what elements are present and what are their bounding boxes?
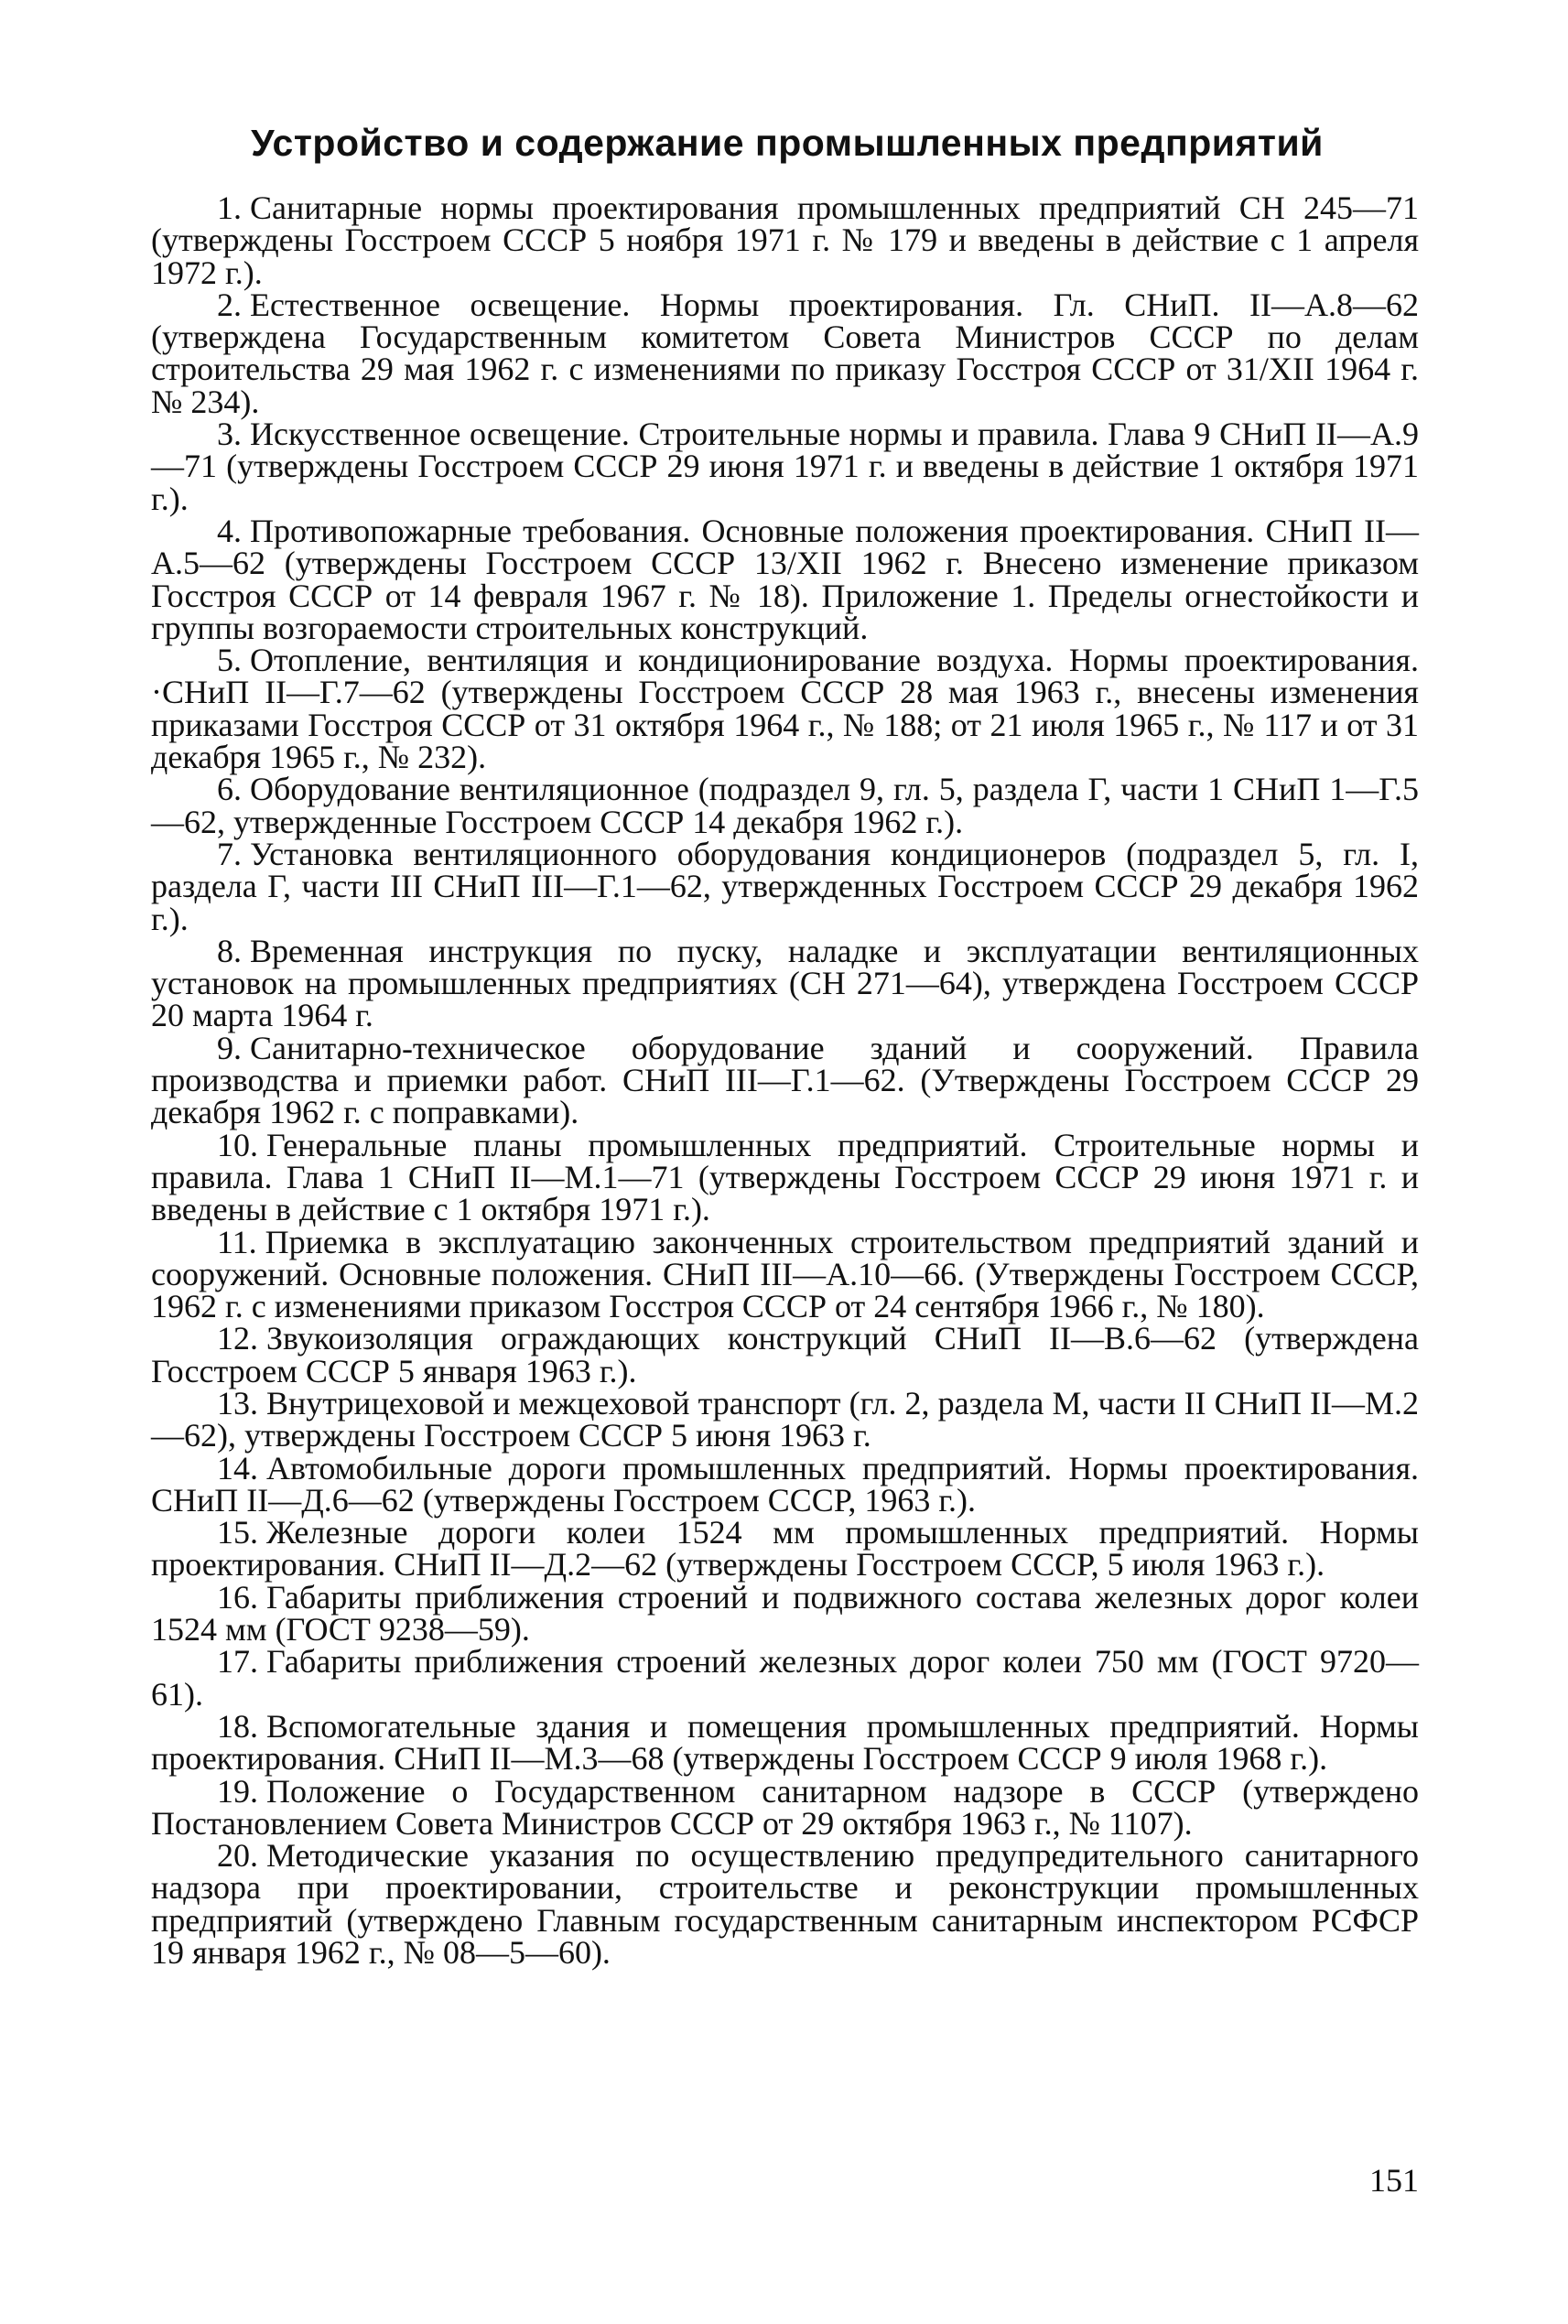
- item-text: Установка вентиляционного оборудования кондиционеров (подраздел 5, гл. I, раздела Г, части III СНиП III—Г.1—62, утвержденных Госстроем СССР 29 декабря 1962 г.).: [151, 835, 1419, 937]
- item-text: Автомобильные дороги промышленных предприятий. Нормы проектирования. СНиП II—Д.6—62 (утверждены Госстроем СССР, 1963 г.).: [151, 1449, 1419, 1519]
- page-number: 151: [1369, 2162, 1419, 2199]
- item-text: Санитарно-техническое оборудование зданий и сооружений. Правила производства и приемки работ. СНиП III—Г.1—62. (Утверждены Госстроем СССР 29 декабря 1962 г. с поправками).: [151, 1029, 1419, 1131]
- item-text: Оборудование вентиляционное (подраздел 9, гл. 5, раздела Г, части 1 СНиП 1—Г.5—62, утвержденные Госстроем СССР 14 декабря 1962 г.).: [151, 771, 1419, 840]
- list-item: [151, 773, 1419, 838]
- list-item: [151, 1514, 1419, 1584]
- list-item: [151, 1126, 1419, 1228]
- list-item: [151, 1707, 1419, 1778]
- page-title: Устройство и содержание промышленных предприятий: [251, 122, 1324, 164]
- list-item: [151, 642, 1419, 776]
- list-item: [151, 1320, 1419, 1389]
- item-number: 2.: [217, 286, 242, 323]
- item-number: 8.: [217, 932, 242, 969]
- item-number: 15.: [217, 1514, 258, 1551]
- reference-list: [151, 189, 1419, 1972]
- item-text: Искусственное освещение. Строительные нормы и правила. Глава 9 СНиП II—А.9—71 (утверждены Госстроем СССР 29 июня 1971 г. и введены в действие 1 октября 1971 г.).: [151, 416, 1419, 517]
- item-number: 6.: [217, 771, 242, 808]
- item-text: Естественное освещение. Нормы проектирования. Гл. СНиП. II—А.8—62 (утверждена Государственным комитетом Совета Министров СССР по делам строительства 29 мая 1962 г. с изменениями по приказу Госстроя СССР от 31/XII 1964 г. № 234).: [151, 286, 1419, 420]
- item-text: Временная инструкция по пуску, наладке и эксплуатации вентиляционных установок на промышленных предприятиях (СН 271—64), утверждена Госстроем СССР 20 марта 1964 г.: [151, 932, 1419, 1034]
- item-text: Вспомогательные здания и помещения промышленных предприятий. Нормы проектирования. СНиП II—М.3—68 (утверждены Госстроем СССР 9 июля 1968 г.).: [151, 1707, 1419, 1778]
- item-text: Внутрицеховой и межцеховой транспорт (гл. 2, раздела М, части II СНиП II—М.2—62), утверждены Госстроем СССР 5 июня 1963 г.: [151, 1384, 1419, 1454]
- item-text: Приемка в эксплуатацию законченных строительством предприятий зданий и сооружений. Основные положения. СНиП III—А.10—66. (Утверждены Госстроем СССР, 1962 г. с изменениями приказом Госстроя СССР от 24 сентября 1966 г., № 180).: [151, 1223, 1419, 1325]
- item-number: 20.: [217, 1837, 258, 1875]
- list-item: [151, 1223, 1419, 1325]
- list-item: [151, 1772, 1419, 1842]
- item-text: Генеральные планы промышленных предприятий. Строительные нормы и правила. Глава 1 СНиП II—М.1—71 (утверждены Госстроем СССР 29 июня 1971 г. и введены в действие с 1 октября 1971 г.).: [151, 1126, 1419, 1228]
- item-text: Железные дороги колеи 1524 мм промышленных предприятий. Нормы проектирования. СНиП II—Д.2—62 (утверждены Госстроем СССР, 5 июля 1963 г.).: [151, 1514, 1419, 1584]
- item-text: Методические указания по осуществлению предупредительного санитарного надзора при проектировании, строительстве и реконструкции промышленных предприятий (утверждено Главным государственным санитарным инспектором РСФСР 19 января 1962 г., № 08—5—60).: [151, 1837, 1419, 1972]
- item-text: Отопление, вентиляция и кондиционирование воздуха. Нормы проектирования. ·СНиП II—Г.7—62 (утверждены Госстроем СССР 28 мая 1963 г., внесены изменения приказами Госстроя СССР от 31 октября 1964 г., № 188; от 21 июля 1965 г., № 117 и от 31 декабря 1965 г., № 232).: [151, 642, 1419, 776]
- list-item: [151, 835, 1419, 937]
- list-item: [151, 1643, 1419, 1713]
- item-number: 5.: [217, 642, 242, 679]
- item-text: Габариты приближения строений железных дорог колеи 750 мм (ГОСТ 9720—61).: [151, 1643, 1419, 1713]
- item-number: 17.: [217, 1643, 258, 1681]
- list-item: [151, 1837, 1419, 1972]
- item-text: Положение о Государственном санитарном надзоре в СССР (утверждено Постановлением Совета Министров СССР от 29 октября 1963 г., № 1107).: [151, 1772, 1419, 1842]
- list-item: [151, 1029, 1419, 1131]
- item-number: 12.: [217, 1320, 258, 1357]
- item-number: 7.: [217, 835, 242, 872]
- item-number: 3.: [217, 416, 242, 453]
- item-number: 18.: [217, 1707, 258, 1745]
- item-text: Противопожарные требования. Основные положения проектирования. СНиП II—А.5—62 (утверждены Госстроем СССР 13/XII 1962 г. Внесено изменение приказом Госстроя СССР от 14 февраля 1967 г. № 18). Приложение 1. Пределы огнестойкости и группы возгораемости строительных конструкций.: [151, 512, 1419, 646]
- list-item: [151, 1578, 1419, 1648]
- item-text: Звукоизоляция ограждающих конструкций СНиП II—В.6—62 (утверждена Госстроем СССР 5 января 1963 г.).: [151, 1320, 1419, 1389]
- item-number: 9.: [217, 1029, 242, 1066]
- list-item: [151, 286, 1419, 420]
- list-item: [151, 189, 1419, 291]
- item-number: 14.: [217, 1449, 258, 1486]
- item-text: Габариты приближения строений и подвижного состава железных дорог колеи 1524 мм (ГОСТ 9238—59).: [151, 1578, 1419, 1648]
- item-text: Санитарные нормы проектирования промышленных предприятий СН 245—71 (утверждены Госстроем СССР 5 ноября 1971 г. № 179 и введены в действие с 1 апреля 1972 г.).: [151, 189, 1419, 291]
- list-item: [151, 1384, 1419, 1454]
- list-item: [151, 418, 1419, 515]
- item-number: 4.: [217, 512, 242, 549]
- list-item: [151, 1449, 1419, 1519]
- item-number: 10.: [217, 1126, 258, 1163]
- item-number: 11.: [217, 1223, 257, 1260]
- item-number: 16.: [217, 1578, 258, 1616]
- item-number: 13.: [217, 1384, 258, 1421]
- item-number: 19.: [217, 1772, 258, 1810]
- list-item: [151, 932, 1419, 1034]
- item-number: 1.: [217, 189, 242, 226]
- list-item: [151, 512, 1419, 646]
